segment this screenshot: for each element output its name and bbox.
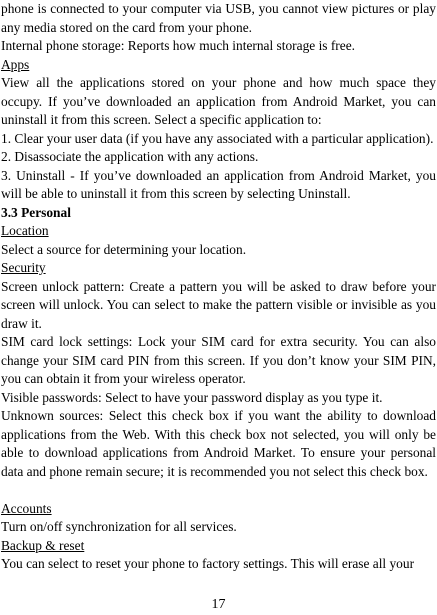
intro-continuation-paragraph: phone is connected to your computer via USB, you cannot view pictures or play any media stored on the card from your phone. — [1, 1, 436, 35]
apps-list-item-3: 3. Uninstall - If you’ve downloaded an application from Android Market, you will be able to uninstall it from this screen by selecting Uninstall. — [1, 167, 436, 201]
backup-reset-heading: Backup & reset — [1, 537, 85, 553]
apps-list-item-2: 2. Disassociate the application with any actions. — [1, 149, 259, 164]
blank-line — [1, 481, 436, 500]
location-heading: Location — [1, 223, 49, 238]
screen-unlock-paragraph: Screen unlock pattern: Create a pattern you will be asked to draw before your screen will unlock. You can select to make the pattern visible or invisible as you draw it. — [1, 278, 436, 331]
apps-paragraph: View all the applications stored on your phone and how much space they occupy. If you’ve downloaded an application from Android Market, you can uninstall it from this screen. Select a specific application to: — [1, 75, 436, 127]
apps-heading: Apps — [1, 56, 30, 72]
page-number: 17 — [211, 597, 226, 612]
accounts-heading: Accounts — [1, 500, 52, 516]
location-paragraph: Select a source for determining your location. — [1, 241, 247, 257]
security-heading: Security — [1, 260, 46, 275]
visible-passwords-paragraph: Visible passwords: Select to have your password display as you type it. — [1, 389, 383, 405]
unknown-sources-paragraph: Unknown sources: Select this check box if you want the ability to download applications from the Web. With this check box not selected, you will only be able to download applications from Android Market. To ensure your personal data and phone remain secure; it is recommended you not select this check box. — [1, 408, 436, 479]
internal-storage-paragraph: Internal phone storage: Reports how much internal storage is free. — [1, 38, 355, 53]
accounts-paragraph: Turn on/off synchronization for all services. — [1, 519, 237, 534]
backup-reset-paragraph: You can select to reset your phone to factory settings. This will erase all your — [1, 556, 415, 571]
section-heading-personal: 3.3 Personal — [1, 204, 71, 220]
apps-list-item-1: 1. Clear your user data (if you have any associated with a particular application). — [1, 130, 434, 146]
document-page — [1, 0, 436, 574]
sim-lock-paragraph: SIM card lock settings: Lock your SIM card for extra security. You can also change your SIM card PIN from this screen. If you don’t know your SIM PIN, you can obtain it from your wireless operator. — [1, 334, 436, 386]
